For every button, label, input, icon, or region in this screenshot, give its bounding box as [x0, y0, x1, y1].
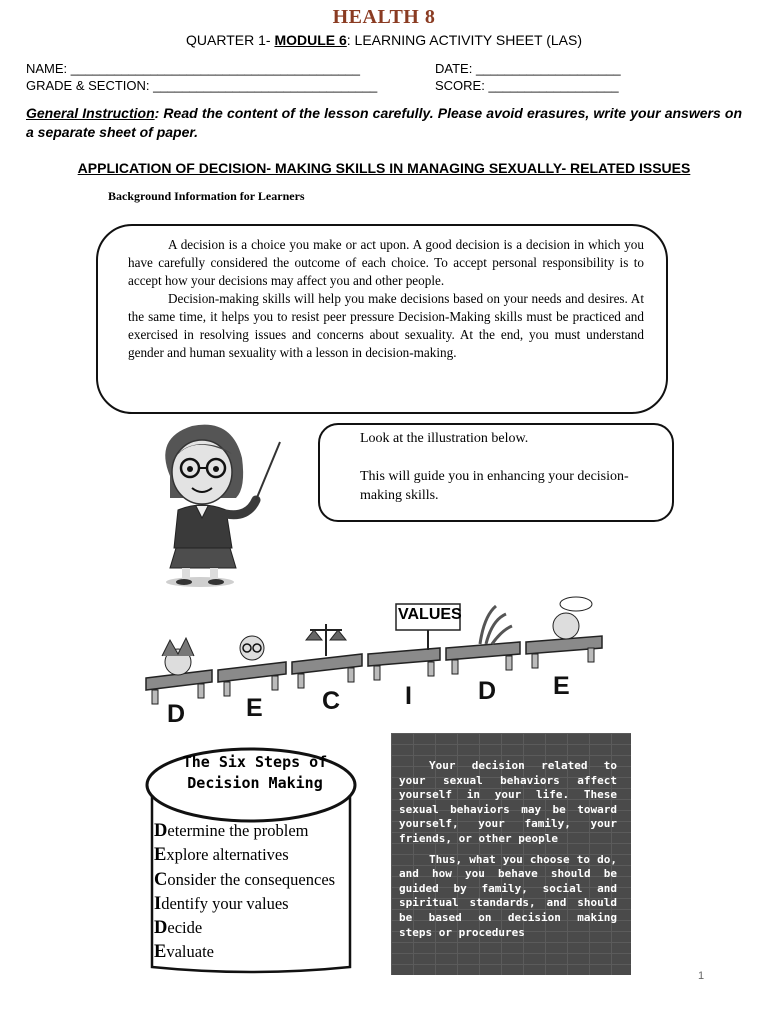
date-label: DATE: [435, 61, 473, 76]
step-item: Determine the problem [154, 821, 309, 841]
background-paragraph-1: A decision is a choice you make or act upon. A good decision is a decision in which you have carefully considered the outcome of each choice. To accept personal responsibility is to accept how your decisions may affect you and other people. [128, 237, 644, 288]
step-item: Identify your values [154, 893, 289, 914]
general-instruction [26, 104, 742, 142]
module-label: MODULE 6 [274, 32, 347, 48]
chalkboard-panel [391, 733, 631, 975]
background-paragraph-2: Decision-making skills will help you make decisions based on your needs and desires. At the same time, it helps you to resist peer pressure Decision-Making skills must be practiced and exercised in resolving issues and concerns about sexuality. At the end, you must understand gender and human sexuality with a lesson in decision-making. [128, 291, 644, 360]
six-steps-list [154, 819, 335, 965]
name-line[interactable]: ________________________________________ [70, 61, 360, 76]
step-item: Decide [154, 918, 203, 939]
date-line[interactable]: ____________________ [475, 61, 621, 76]
score-field[interactable] [435, 78, 619, 93]
step-item: Evaluate [154, 942, 214, 963]
values-sign-text: VALUES [398, 606, 462, 623]
decide-illustration [140, 596, 630, 728]
score-label: SCORE: [435, 78, 485, 93]
instruction-text: : Read the content of the lesson carefully. Please avoid erasures, write your answers on a separate sheet of paper. [26, 105, 742, 140]
teacher-illustration [140, 418, 290, 590]
date-field[interactable] [435, 61, 621, 76]
page-title: HEALTH 8 [332, 6, 436, 28]
decide-letter-d1: D [167, 700, 186, 728]
name-field[interactable] [26, 61, 360, 76]
grade-section-field[interactable] [26, 78, 377, 93]
callout-text [360, 429, 660, 524]
background-label: Background Information for Learners [108, 189, 305, 203]
step-item: Consider the consequences [154, 869, 336, 890]
name-label: NAME: [26, 61, 68, 76]
page-number: 1 [698, 970, 705, 982]
background-text [128, 236, 644, 362]
page-subtitle [0, 32, 768, 48]
chalkboard-paragraph-1: Your decision related to your sexual behaviors affect yourself in your life. These sexual behaviors may be toward yourself, your family, your friends, or other people [399, 759, 617, 845]
chalkboard-paragraph-2: Thus, what you choose to do, and how you behave should be guided by family, social and spiritual standards, and should be based on decision making steps or procedures [399, 852, 617, 939]
score-line[interactable]: __________________ [488, 78, 619, 93]
callout-line-2: This will guide you in enhancing your decision-making skills. [360, 469, 629, 503]
decide-letter-e1: E [246, 694, 263, 722]
grade-label: GRADE & SECTION: [26, 78, 150, 93]
decide-letter-d2: D [478, 677, 497, 705]
section-heading: APPLICATION OF DECISION- MAKING SKILLS IN MANAGING SEXUALLY- RELATED ISSUES [77, 160, 691, 176]
decide-letter-e2: E [553, 672, 570, 700]
sheet-label: : LEARNING ACTIVITY SHEET (LAS) [346, 32, 582, 48]
grade-line[interactable]: _______________________________ [153, 78, 378, 93]
step-item: Explore alternatives [154, 845, 289, 866]
decide-letter-i: I [405, 682, 412, 710]
quarter-label: QUARTER 1- [186, 32, 275, 48]
decide-letter-c: C [322, 687, 341, 715]
callout-line-1: Look at the illustration below. [360, 431, 529, 446]
six-steps-title: The Six Steps of Decision Making [182, 753, 328, 792]
instruction-label: General Instruction [26, 105, 155, 121]
